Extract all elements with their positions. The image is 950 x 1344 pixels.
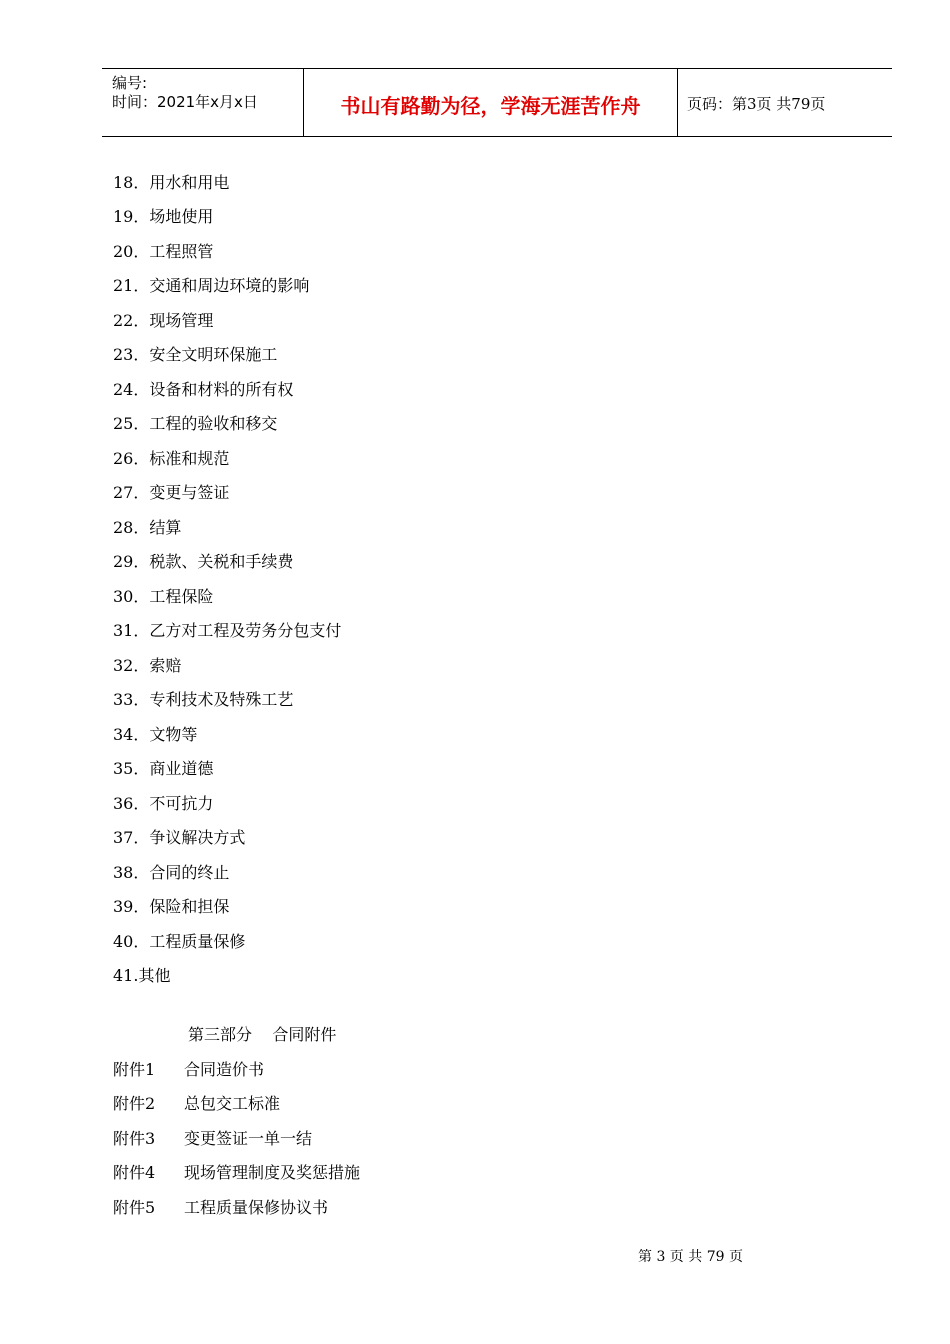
header-page-info: 页码：第3页 共79页 [687,95,826,113]
annex-text: 合同造价书 [184,1060,265,1079]
annex-item [113,1057,264,1080]
toc-item: 20．工程照管 [113,242,214,261]
toc-item: 36．不可抗力 [113,794,214,813]
annex-item [113,1126,312,1149]
toc-item: 30．工程保险 [113,587,214,606]
annex-text: 总包交工标准 [184,1094,281,1113]
annex-item [113,1160,360,1183]
toc-item: 25．工程的验收和移交 [113,414,278,433]
toc-item: 24．设备和材料的所有权 [113,380,294,399]
toc-item: 35．商业道德 [113,759,214,778]
annex-label: 附件2 [113,1094,156,1113]
toc-item: 34．文物等 [113,725,198,744]
toc-item: 27．变更与签证 [113,483,230,502]
toc-item: 21．交通和周边环境的影响 [113,276,310,295]
header-meta-cell [102,69,304,136]
toc-item: 37．争议解决方式 [113,828,246,847]
toc-item: 40．工程质量保修 [113,932,246,951]
annex-label: 附件5 [113,1198,156,1217]
toc-item: 31．乙方对工程及劳务分包支付 [113,621,342,640]
header-slogan: 书山有路勤为径，学海无涯苦作舟 [340,94,641,118]
annex-item [113,1195,328,1218]
date-label: 时间：2021年x月x日 [112,93,258,111]
annex-text: 工程质量保修协议书 [184,1198,329,1217]
toc-item: 38．合同的终止 [113,863,230,882]
number-label: 编号: [112,74,148,92]
page-footer: 第 3 页 共 79 页 [638,1249,743,1265]
toc-item: 33．专利技术及特殊工艺 [113,690,294,709]
toc-item: 18．用水和用电 [113,173,230,192]
annex-label: 附件4 [113,1163,156,1182]
annex-text: 现场管理制度及奖惩措施 [184,1163,361,1182]
toc-item: 28．结算 [113,518,182,537]
toc-item: 29．税款、关税和手续费 [113,552,294,571]
toc-item: 19．场地使用 [113,207,214,226]
annex-text: 变更签证一单一结 [184,1129,313,1148]
annex-item [113,1091,280,1114]
toc-item: 41.其他 [113,966,171,985]
header-page-cell [678,69,892,136]
toc-item: 22．现场管理 [113,311,214,330]
toc-item: 23．安全文明环保施工 [113,345,278,364]
annex-label: 附件3 [113,1129,156,1148]
toc-item: 39．保险和担保 [113,897,230,916]
toc-item: 32．索赔 [113,656,182,675]
page-header [102,68,892,137]
annex-label: 附件1 [113,1060,156,1079]
part-three-title: 第三部分 合同附件 [188,1025,337,1044]
header-slogan-cell [304,69,678,136]
toc-item: 26．标准和规范 [113,449,230,468]
